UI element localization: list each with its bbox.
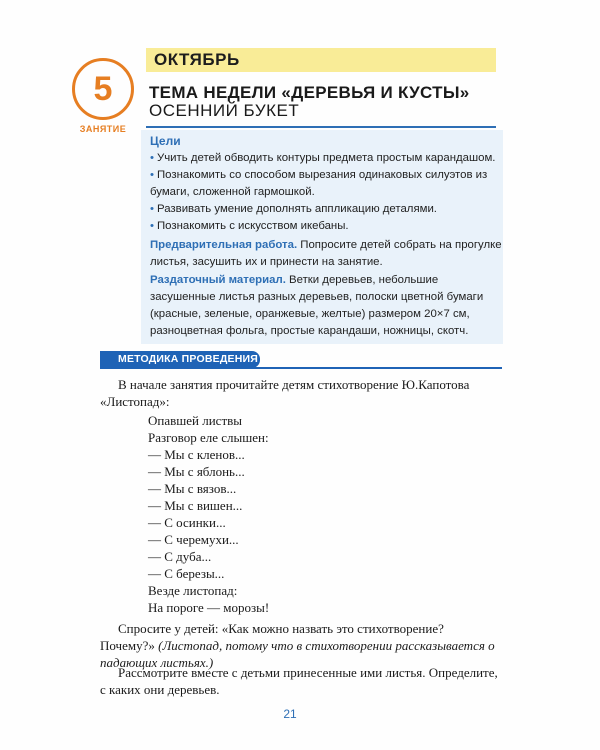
poem-line: — С осинки... [148,515,226,530]
answer-text: (Листопад, потому что в стихотворении рассказывается о падающих листьях.) [100,638,495,670]
topic-subtitle: ОСЕННИЙ БУКЕТ [149,101,300,120]
materials-label: Раздаточный материал. [150,274,286,286]
goal-item [150,150,502,167]
poem-line: На пороге — морозы! [148,600,270,615]
lesson-number: 5 [93,70,113,108]
goal-item [150,167,502,201]
method-section-line [100,367,502,369]
intro-paragraph: В начале занятия прочитайте детям стихотворение Ю.Капотова «Листопад»: [100,377,470,409]
goal-text: Учить детей обводить контуры предмета простым карандашом. [157,152,496,164]
method-section-title: МЕТОДИКА ПРОВЕДЕНИЯ [118,353,258,365]
bullet-icon: • [150,203,154,215]
goal-text: Развивать умение дополнять аппликацию деталями. [157,203,437,215]
title-divider [146,126,496,128]
poem-line: — Мы с вязов... [148,481,237,496]
poem-line: — Мы с кленов... [148,447,245,462]
materials-text: Ветки деревьев, небольшие засушенные листья разных деревьев, полоски цветной бумаги (красные, зеленые, оранжевые, желтые) размером 20×7 см, разноцветная фольга, простые карандаши, ножницы, скотч. [150,274,484,337]
question-text: Спросите у детей: «Как можно назвать это стихотворение? Почему?» [100,621,444,653]
goal-item [150,201,502,218]
bullet-icon: • [150,152,154,164]
prep-label: Предварительная работа. [150,239,298,251]
lesson-label: ЗАНЯТИЕ [79,124,127,134]
poem-line: Опавшей листвы [148,413,243,428]
poem-line: — Мы с яблонь... [148,464,245,479]
materials-paragraph [150,272,502,340]
bullet-icon: • [150,169,154,181]
poem-line: — С дуба... [148,549,212,564]
poem-line: — С черемухи... [148,532,239,547]
poem-line: Разговор еле слышен: [148,430,269,445]
goal-text: Познакомить со способом вырезания одинаковых силуэтов из бумаги, сложенной гармошкой. [150,169,488,198]
poem-line: — С березы... [148,566,225,581]
closing-paragraph: Рассмотрите вместе с детьми принесенные ими листья. Определите, с каких они деревьев. [100,665,498,697]
month-title: ОКТЯБРЬ [154,50,240,69]
poem-line: — Мы с вишен... [148,498,243,513]
poem-line: Везде листопад: [148,583,238,598]
prep-paragraph [150,237,502,271]
topic-title: ТЕМА НЕДЕЛИ «ДЕРЕВЬЯ И КУСТЫ» [149,83,470,102]
prep-text: Попросите детей собрать на прогулке листья, засушить их и принести на занятие. [150,239,502,268]
lesson-number-badge [72,58,134,120]
page-number: 21 [283,707,297,721]
goal-item [150,218,502,235]
bullet-icon: • [150,220,154,232]
goal-text: Познакомить с искусством икебаны. [157,220,349,232]
goals-heading: Цели [150,134,181,148]
